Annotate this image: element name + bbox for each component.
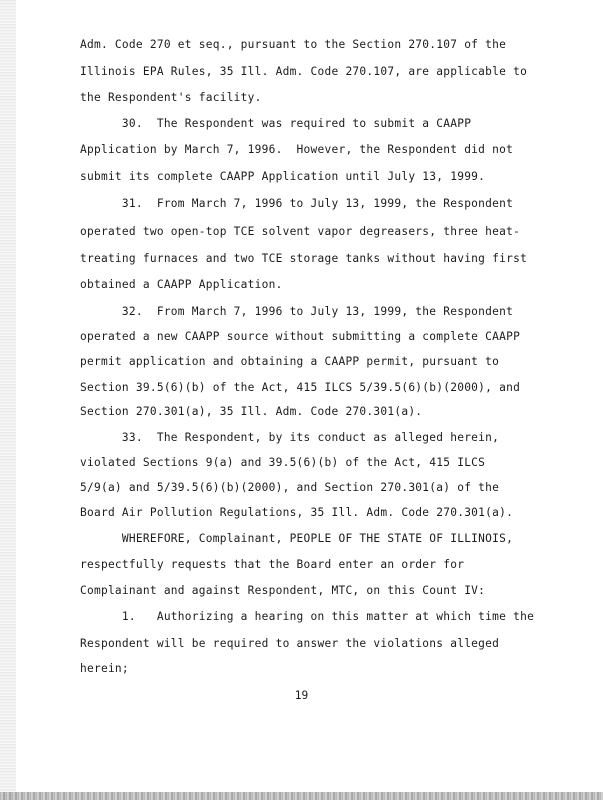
text-line: violated Sections 9(a) and 39.5(6)(b) of the Act, 415 ILCS xyxy=(80,456,486,469)
text-line: the Respondent's facility. xyxy=(80,91,262,104)
text-line: Board Air Pollution Regulations, 35 Ill. Adm. Code 270.301(a). xyxy=(80,506,514,519)
text-line: respectfully requests that the Board enter an order for xyxy=(80,558,465,571)
page-number: 19 xyxy=(294,689,309,702)
text-line: 1. Authorizing a hearing on this matter at which time the xyxy=(80,610,535,623)
text-line: 32. From March 7, 1996 to July 13, 1999, the Respondent xyxy=(80,305,514,318)
scan-edge-bottom xyxy=(0,792,603,800)
text-line: herein; xyxy=(80,662,129,675)
text-line: 31. From March 7, 1996 to July 13, 1999, the Respondent xyxy=(80,197,514,210)
text-line: treating furnaces and two TCE storage tanks without having first xyxy=(80,252,528,265)
text-line: obtained a CAAPP Application. xyxy=(80,278,283,291)
text-line: permit application and obtaining a CAAPP permit, pursuant to xyxy=(80,355,500,368)
scan-edge-left xyxy=(0,0,16,800)
text-line: Adm. Code 270 et seq., pursuant to the Section 270.107 of the xyxy=(80,38,507,51)
text-line: 5/9(a) and 5/39.5(6)(b)(2000), and Section 270.301(a) of the xyxy=(80,481,500,494)
text-line: Application by March 7, 1996. However, the Respondent did not xyxy=(80,143,514,156)
text-line: Illinois EPA Rules, 35 Ill. Adm. Code 270.107, are applicable to xyxy=(80,65,528,78)
text-line: WHEREFORE, Complainant, PEOPLE OF THE STATE OF ILLINOIS, xyxy=(80,532,514,545)
text-line: 33. The Respondent, by its conduct as alleged herein, xyxy=(80,431,500,444)
text-line: operated two open-top TCE solvent vapor degreasers, three heat- xyxy=(80,225,521,238)
text-line: submit its complete CAAPP Application until July 13, 1999. xyxy=(80,170,486,183)
text-line: 30. The Respondent was required to submit a CAAPP xyxy=(80,117,472,130)
text-line: Complainant and against Respondent, MTC, on this Count IV: xyxy=(80,584,486,597)
text-line: Section 270.301(a), 35 Ill. Adm. Code 270.301(a). xyxy=(80,405,423,418)
text-line: Respondent will be required to answer the violations alleged xyxy=(80,637,500,650)
text-line: Section 39.5(6)(b) of the Act, 415 ILCS 5/39.5(6)(b)(2000), and xyxy=(80,381,521,394)
text-line: operated a new CAAPP source without submitting a complete CAAPP xyxy=(80,330,521,343)
